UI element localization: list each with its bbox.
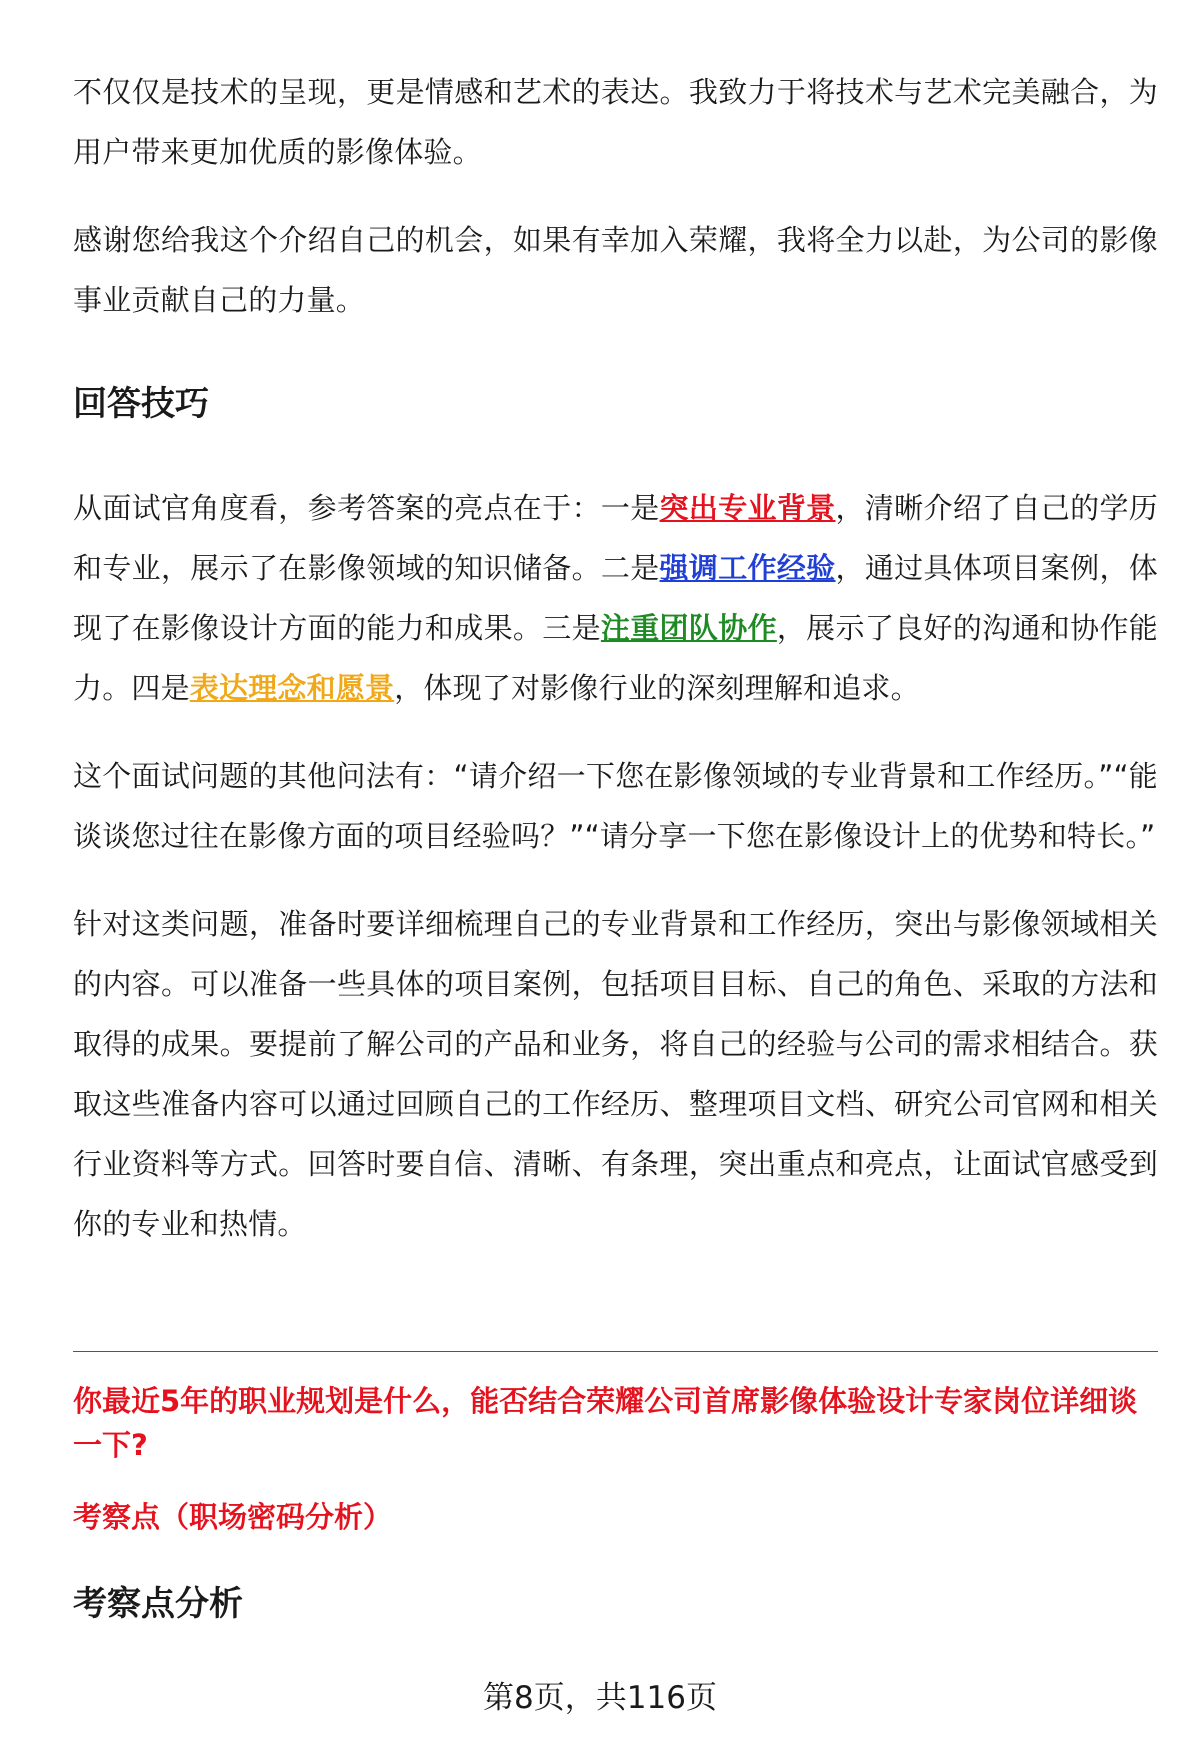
tips-text-d: ，展示了良好的沟通和协作能力。四是 [73,611,1158,705]
tips-text-a: 从面试官角度看，参考答案的亮点在于：一是 [73,491,660,525]
assessment-analysis-heading: 考察点分析 [73,1584,243,1624]
tips-text-e: ，体现了对影像行业的深刻理解和追求。 [394,671,920,705]
tips-text-b: ，清晰介绍了自己的学历和专业，展示了在影像领域的知识储备。二是 [73,491,1158,585]
main-content [73,62,1158,1254]
assessment-points-link[interactable]: 考察点（职场密码分析） [73,1500,393,1534]
section-divider [73,1351,1158,1352]
highlight-vision: 表达理念和愿景 [189,671,395,705]
next-question-title: 你最近5年的职业规划是什么，能否结合荣耀公司首席影像体验设计专家岗位详细谈一下? [73,1384,1138,1462]
tips-text-c: ，通过具体项目案例，体现了在影像设计方面的能力和成果。三是 [73,551,1158,645]
tips-paragraph-1 [73,478,1158,718]
intro-paragraph-1: 不仅仅是技术的呈现，更是情感和艺术的表达。我致力于将技术与艺术完美融合，为用户带来更加优质的影像体验。 [73,75,1158,169]
intro-paragraph-2: 感谢您给我这个介绍自己的机会，如果有幸加入荣耀，我将全力以赴，为公司的影像事业贡献自己的力量。 [73,223,1158,317]
tips-heading: 回答技巧 [73,384,209,424]
tips-paragraph-3: 针对这类问题，准备时要详细梳理自己的专业背景和工作经历，突出与影像领域相关的内容。可以准备一些具体的项目案例，包括项目目标、自己的角色、采取的方法和取得的成果。要提前了解公司的产品和业务，将自己的经验与公司的需求相结合。获取这些准备内容可以通过回顾自己的工作经历、整理项目文档、研究公司官网和相关行业资料等方式。回答时要自信、清晰、有条理，突出重点和亮点，让面试官感受到你的专业和热情。 [73,907,1158,1241]
highlight-work-experience: 强调工作经验 [659,551,836,585]
tips-paragraph-2: 这个面试问题的其他问法有：“请介绍一下您在影像领域的专业背景和工作经历。”“能谈谈您过往在影像方面的项目经验吗？”“请分享一下您在影像设计上的优势和特长。” [73,759,1158,853]
page-number: 第8页，共116页 [483,1680,717,1716]
highlight-professional-background: 突出专业背景 [659,491,836,525]
highlight-teamwork: 注重团队协作 [600,611,777,645]
